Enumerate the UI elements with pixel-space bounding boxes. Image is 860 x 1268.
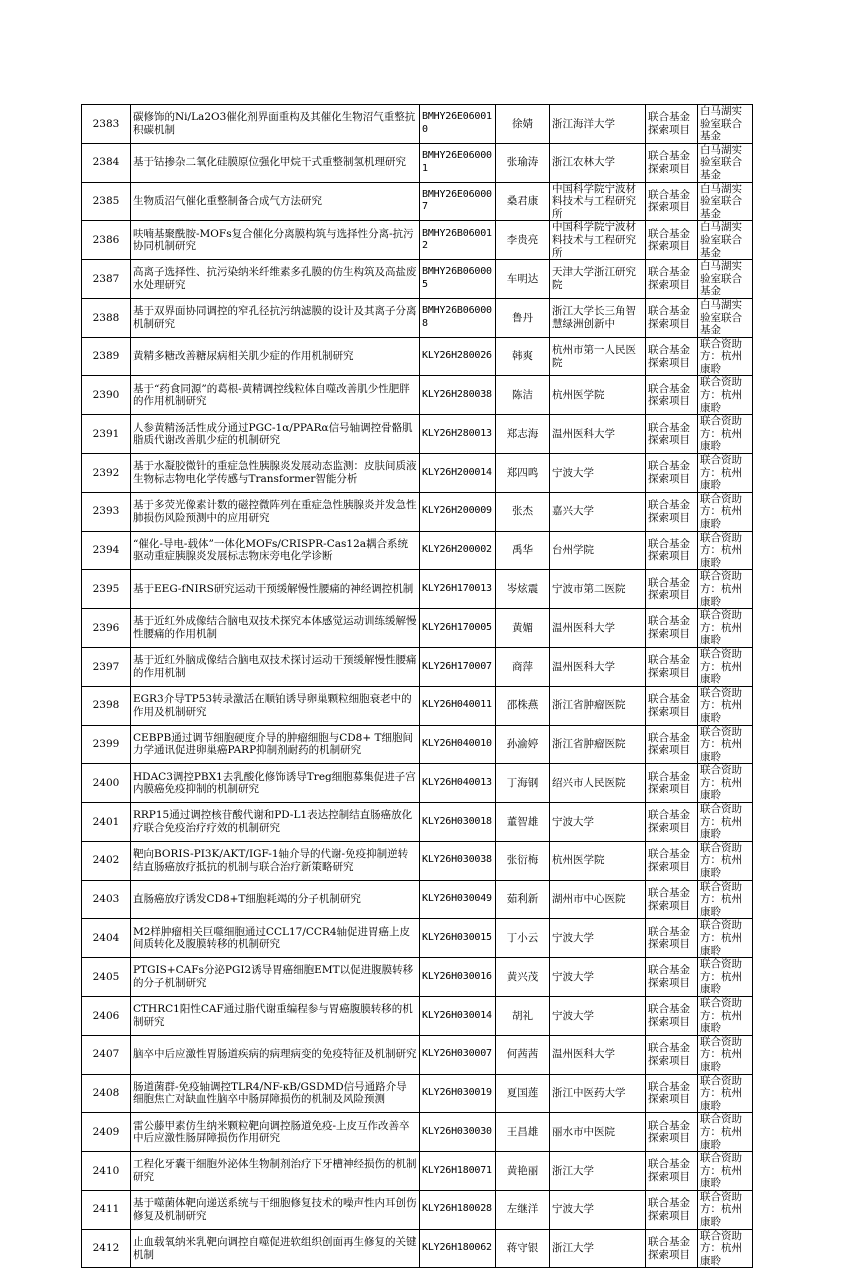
principal-investigator: 陈洁 xyxy=(496,376,550,415)
principal-investigator: 夏国莲 xyxy=(496,1074,550,1113)
project-title: EGR3介导TP53转录激活在顺铂诱导卵巢颗粒细胞衰老中的作用及机制研究 xyxy=(131,686,420,725)
table-row xyxy=(82,182,753,221)
project-title: HDAC3调控PBX1去乳酸化修饰诱导Treg细胞募集促进子宫内膜癌免疫抑制的机制研究 xyxy=(131,764,420,803)
project-type: 联合基金探索项目 xyxy=(646,260,698,299)
table-row xyxy=(82,454,753,493)
funding-source: 联合资助方：杭州康聆 xyxy=(698,531,753,570)
table-row xyxy=(82,841,753,880)
project-type: 联合基金探索项目 xyxy=(646,609,698,648)
project-title: 基于近红外成像结合脑电双技术探究本体感觉运动训练缓解慢性腰痛的作用机制 xyxy=(131,609,420,648)
project-title: M2样肿瘤相关巨噬细胞通过CCL17/CCR4轴促进胃癌上皮间质转化及腹膜转移的机制研究 xyxy=(131,919,420,958)
row-number: 2400 xyxy=(82,764,131,803)
project-type: 联合基金探索项目 xyxy=(646,1035,698,1074)
project-type: 联合基金探索项目 xyxy=(646,803,698,842)
row-number: 2402 xyxy=(82,841,131,880)
table-row xyxy=(82,492,753,531)
row-number: 2410 xyxy=(82,1152,131,1191)
funding-source: 联合资助方：杭州康聆 xyxy=(698,803,753,842)
project-type: 联合基金探索项目 xyxy=(646,764,698,803)
project-type: 联合基金探索项目 xyxy=(646,492,698,531)
table-row xyxy=(82,1113,753,1152)
project-type: 联合基金探索项目 xyxy=(646,1152,698,1191)
funding-source: 联合资助方：杭州康聆 xyxy=(698,1229,753,1268)
institution: 浙江海洋大学 xyxy=(550,105,646,144)
project-code: BMHY26B060012 xyxy=(420,221,496,260)
project-code: KLY26H040011 xyxy=(420,686,496,725)
funding-source: 白马湖实验室联合基金 xyxy=(698,221,753,260)
project-code: KLY26H180071 xyxy=(420,1152,496,1191)
principal-investigator: 黄艳丽 xyxy=(496,1152,550,1191)
project-code: BMHY26E060007 xyxy=(420,182,496,221)
institution: 中国科学院宁波材料技术与工程研究所 xyxy=(550,221,646,260)
project-title: 基于“药食同源”的葛根-黄精调控线粒体自噬改善肌少性肥胖的作用机制研究 xyxy=(131,376,420,415)
funding-source: 白马湖实验室联合基金 xyxy=(698,182,753,221)
funding-source: 联合资助方：杭州康聆 xyxy=(698,764,753,803)
table-body xyxy=(82,105,753,1268)
institution: 浙江省肿瘤医院 xyxy=(550,725,646,764)
principal-investigator: 郑志海 xyxy=(496,415,550,454)
row-number: 2407 xyxy=(82,1035,131,1074)
project-title: 人参黄精汤活性成分通过PGC-1α/PPARα信号轴调控骨骼肌脂质代谢改善肌少症的机制研究 xyxy=(131,415,420,454)
principal-investigator: 蒋守银 xyxy=(496,1229,550,1268)
row-number: 2388 xyxy=(82,298,131,337)
principal-investigator: 左继洋 xyxy=(496,1190,550,1229)
project-title: 基于多荧光像素计数的磁控微阵列在重症急性胰腺炎并发急性肺损伤风险预测中的应用研究 xyxy=(131,492,420,531)
table-row xyxy=(82,686,753,725)
row-number: 2397 xyxy=(82,647,131,686)
funding-source: 联合资助方：杭州康聆 xyxy=(698,958,753,997)
project-code: KLY26H170005 xyxy=(420,609,496,648)
funding-source: 联合资助方：杭州康聆 xyxy=(698,415,753,454)
project-title: CEBPB通过调节细胞硬度介导的肿瘤细胞与CD8+ T细胞间力学通讯促进卵巢癌PARP抑制剂耐药的机制研究 xyxy=(131,725,420,764)
principal-investigator: 商萍 xyxy=(496,647,550,686)
project-code: KLY26H030007 xyxy=(420,1035,496,1074)
project-title: 基于噬菌体靶向递送系统与干细胞修复技术的噪声性内耳创伤修复及机制研究 xyxy=(131,1190,420,1229)
funding-source: 联合资助方：杭州康聆 xyxy=(698,686,753,725)
funding-source: 白马湖实验室联合基金 xyxy=(698,298,753,337)
table-row xyxy=(82,1074,753,1113)
project-title: 脑卒中后应激性胃肠道疾病的病理病变的免疫特征及机制研究 xyxy=(131,1035,420,1074)
project-title: 基于钴掺杂二氧化硅膜原位强化甲烷干式重整制氢机理研究 xyxy=(131,143,420,182)
table-row xyxy=(82,337,753,376)
project-code: KLY26H030016 xyxy=(420,958,496,997)
table-row xyxy=(82,143,753,182)
institution: 丽水市中医院 xyxy=(550,1113,646,1152)
project-title: 基于EEG-fNIRS研究运动干预缓解慢性腰痛的神经调控机制 xyxy=(131,570,420,609)
project-title: 黄精多糖改善糖尿病相关肌少症的作用机制研究 xyxy=(131,337,420,376)
project-type: 联合基金探索项目 xyxy=(646,958,698,997)
table-row xyxy=(82,1035,753,1074)
project-type: 联合基金探索项目 xyxy=(646,725,698,764)
funding-source: 联合资助方：杭州康聆 xyxy=(698,609,753,648)
row-number: 2392 xyxy=(82,454,131,493)
institution: 绍兴市人民医院 xyxy=(550,764,646,803)
principal-investigator: 徐婧 xyxy=(496,105,550,144)
project-code: KLY26H030049 xyxy=(420,880,496,919)
institution: 杭州医学院 xyxy=(550,841,646,880)
project-title: 碳修饰的Ni/La2O3催化剂界面重构及其催化生物沼气重整抗积碳机制 xyxy=(131,105,420,144)
table-row xyxy=(82,958,753,997)
table-row xyxy=(82,298,753,337)
project-type: 联合基金探索项目 xyxy=(646,996,698,1035)
institution: 宁波大学 xyxy=(550,454,646,493)
funding-source: 联合资助方：杭州康聆 xyxy=(698,1035,753,1074)
row-number: 2408 xyxy=(82,1074,131,1113)
project-table xyxy=(81,104,753,1268)
project-title: 肠道菌群-免疫轴调控TLR4/NF-κB/GSDMD信号通路介导细胞焦亡对缺血性脑卒中肠屏障损伤的机制及风险预测 xyxy=(131,1074,420,1113)
principal-investigator: 董智雄 xyxy=(496,803,550,842)
institution: 杭州医学院 xyxy=(550,376,646,415)
row-number: 2385 xyxy=(82,182,131,221)
principal-investigator: 胡礼 xyxy=(496,996,550,1035)
funding-source: 联合资助方：杭州康聆 xyxy=(698,492,753,531)
principal-investigator: 何茜茜 xyxy=(496,1035,550,1074)
project-title: “催化-导电-载体”一体化MOFs/CRISPR-Cas12a耦合系统驱动重症胰腺炎发展标志物床旁电化学诊断 xyxy=(131,531,420,570)
funding-source: 联合资助方：杭州康聆 xyxy=(698,1074,753,1113)
funding-source: 白马湖实验室联合基金 xyxy=(698,260,753,299)
project-title: 呋喃基聚酰胺-MOFs复合催化分离膜构筑与选择性分离-抗污协同机制研究 xyxy=(131,221,420,260)
funding-source: 联合资助方：杭州康聆 xyxy=(698,570,753,609)
principal-investigator: 邵株燕 xyxy=(496,686,550,725)
project-title: CTHRC1阳性CAF通过脂代谢重编程参与胃癌腹膜转移的机制研究 xyxy=(131,996,420,1035)
funding-source: 联合资助方：杭州康聆 xyxy=(698,376,753,415)
project-title: 基于水凝胶微针的重症急性胰腺炎发展动态监测：皮肤间质液生物标志物电化学传感与Transformer智能分析 xyxy=(131,454,420,493)
principal-investigator: 茹利新 xyxy=(496,880,550,919)
project-code: KLY26H170007 xyxy=(420,647,496,686)
row-number: 2401 xyxy=(82,803,131,842)
project-code: KLY26H030015 xyxy=(420,919,496,958)
project-code: KLY26H280026 xyxy=(420,337,496,376)
project-type: 联合基金探索项目 xyxy=(646,298,698,337)
principal-investigator: 丁小云 xyxy=(496,919,550,958)
project-code: KLY26H040013 xyxy=(420,764,496,803)
row-number: 2396 xyxy=(82,609,131,648)
principal-investigator: 车明达 xyxy=(496,260,550,299)
table-row xyxy=(82,531,753,570)
row-number: 2386 xyxy=(82,221,131,260)
project-type: 联合基金探索项目 xyxy=(646,105,698,144)
project-title: 止血载氧纳米乳靶向调控自噬促进软组织创面再生修复的关键机制 xyxy=(131,1229,420,1268)
principal-investigator: 禹华 xyxy=(496,531,550,570)
row-number: 2411 xyxy=(82,1190,131,1229)
row-number: 2412 xyxy=(82,1229,131,1268)
project-code: KLY26H180028 xyxy=(420,1190,496,1229)
table-row xyxy=(82,1152,753,1191)
institution: 宁波大学 xyxy=(550,958,646,997)
project-type: 联合基金探索项目 xyxy=(646,182,698,221)
project-type: 联合基金探索项目 xyxy=(646,337,698,376)
institution: 浙江大学 xyxy=(550,1152,646,1191)
principal-investigator: 李贵亮 xyxy=(496,221,550,260)
institution: 湖州市中心医院 xyxy=(550,880,646,919)
row-number: 2404 xyxy=(82,919,131,958)
project-title: RRP15通过调控核苷酸代谢和PD-L1表达控制结直肠癌放化疗联合免疫治疗疗效的机制研究 xyxy=(131,803,420,842)
institution: 温州医科大学 xyxy=(550,609,646,648)
project-type: 联合基金探索项目 xyxy=(646,880,698,919)
project-title: 基于双界面协同调控的窄孔径抗污纳滤膜的设计及其离子分离机制研究 xyxy=(131,298,420,337)
funding-source: 联合资助方：杭州康聆 xyxy=(698,880,753,919)
table-row xyxy=(82,260,753,299)
institution: 宁波大学 xyxy=(550,996,646,1035)
row-number: 2390 xyxy=(82,376,131,415)
row-number: 2387 xyxy=(82,260,131,299)
project-code: KLY26H040010 xyxy=(420,725,496,764)
funding-source: 联合资助方：杭州康聆 xyxy=(698,919,753,958)
row-number: 2409 xyxy=(82,1113,131,1152)
row-number: 2403 xyxy=(82,880,131,919)
project-type: 联合基金探索项目 xyxy=(646,841,698,880)
funding-source: 联合资助方：杭州康聆 xyxy=(698,1152,753,1191)
project-type: 联合基金探索项目 xyxy=(646,1190,698,1229)
institution: 浙江大学长三角智慧绿洲创新中 xyxy=(550,298,646,337)
project-code: KLY26H280013 xyxy=(420,415,496,454)
table-row xyxy=(82,647,753,686)
institution: 台州学院 xyxy=(550,531,646,570)
funding-source: 联合资助方：杭州康聆 xyxy=(698,1113,753,1152)
principal-investigator: 张杰 xyxy=(496,492,550,531)
institution: 温州医科大学 xyxy=(550,415,646,454)
project-code: KLY26H030038 xyxy=(420,841,496,880)
institution: 温州医科大学 xyxy=(550,1035,646,1074)
table-row xyxy=(82,376,753,415)
institution: 嘉兴大学 xyxy=(550,492,646,531)
project-code: KLY26H200002 xyxy=(420,531,496,570)
table-row xyxy=(82,415,753,454)
row-number: 2393 xyxy=(82,492,131,531)
funding-source: 白马湖实验室联合基金 xyxy=(698,105,753,144)
project-title: 靶向BORIS-PI3K/AKT/IGF-1轴介导的代谢-免疫抑制逆转结直肠癌放疗抵抗的机制与联合治疗新策略研究 xyxy=(131,841,420,880)
institution: 宁波大学 xyxy=(550,803,646,842)
project-code: KLY26H030019 xyxy=(420,1074,496,1113)
principal-investigator: 张瑜涛 xyxy=(496,143,550,182)
row-number: 2399 xyxy=(82,725,131,764)
project-title: 雷公藤甲素仿生纳米颗粒靶向调控肠道免疫-上皮互作改善卒中后应激性肠屏障损伤作用研究 xyxy=(131,1113,420,1152)
institution: 宁波大学 xyxy=(550,919,646,958)
funding-source: 白马湖实验室联合基金 xyxy=(698,143,753,182)
principal-investigator: 鲁丹 xyxy=(496,298,550,337)
project-code: BMHY26E060001 xyxy=(420,143,496,182)
project-type: 联合基金探索项目 xyxy=(646,686,698,725)
project-code: KLY26H180062 xyxy=(420,1229,496,1268)
project-code: KLY26H170013 xyxy=(420,570,496,609)
principal-investigator: 郑四鸣 xyxy=(496,454,550,493)
project-code: KLY26H200014 xyxy=(420,454,496,493)
institution: 温州医科大学 xyxy=(550,647,646,686)
principal-investigator: 岑炫震 xyxy=(496,570,550,609)
table-row xyxy=(82,1229,753,1268)
institution: 浙江大学 xyxy=(550,1229,646,1268)
principal-investigator: 桑君康 xyxy=(496,182,550,221)
institution: 天津大学浙江研究院 xyxy=(550,260,646,299)
row-number: 2405 xyxy=(82,958,131,997)
funding-source: 联合资助方：杭州康聆 xyxy=(698,1190,753,1229)
table-row xyxy=(82,996,753,1035)
project-type: 联合基金探索项目 xyxy=(646,376,698,415)
institution: 浙江省肿瘤医院 xyxy=(550,686,646,725)
row-number: 2383 xyxy=(82,105,131,144)
principal-investigator: 丁海钢 xyxy=(496,764,550,803)
project-title: 高离子选择性、抗污染纳米纤维素多孔膜的仿生构筑及高盐废水处理研究 xyxy=(131,260,420,299)
funding-source: 联合资助方：杭州康聆 xyxy=(698,725,753,764)
row-number: 2398 xyxy=(82,686,131,725)
project-type: 联合基金探索项目 xyxy=(646,919,698,958)
table-row xyxy=(82,725,753,764)
project-code: KLY26H200009 xyxy=(420,492,496,531)
table-row xyxy=(82,570,753,609)
project-type: 联合基金探索项目 xyxy=(646,1229,698,1268)
table-row xyxy=(82,1190,753,1229)
funding-source: 联合资助方：杭州康聆 xyxy=(698,454,753,493)
project-type: 联合基金探索项目 xyxy=(646,1074,698,1113)
row-number: 2391 xyxy=(82,415,131,454)
project-type: 联合基金探索项目 xyxy=(646,531,698,570)
project-code: BMHY26B060008 xyxy=(420,298,496,337)
table-row xyxy=(82,880,753,919)
project-type: 联合基金探索项目 xyxy=(646,647,698,686)
project-code: BMHY26E060010 xyxy=(420,105,496,144)
project-title: 直肠癌放疗诱发CD8+T细胞耗竭的分子机制研究 xyxy=(131,880,420,919)
institution: 浙江中医药大学 xyxy=(550,1074,646,1113)
institution: 宁波市第二医院 xyxy=(550,570,646,609)
table-row xyxy=(82,105,753,144)
funding-source: 联合资助方：杭州康聆 xyxy=(698,647,753,686)
funding-source: 联合资助方：杭州康聆 xyxy=(698,337,753,376)
row-number: 2384 xyxy=(82,143,131,182)
institution: 中国科学院宁波材料技术与工程研究所 xyxy=(550,182,646,221)
table-row xyxy=(82,919,753,958)
principal-investigator: 黄媚 xyxy=(496,609,550,648)
row-number: 2395 xyxy=(82,570,131,609)
project-code: KLY26H280038 xyxy=(420,376,496,415)
table-row xyxy=(82,221,753,260)
project-type: 联合基金探索项目 xyxy=(646,221,698,260)
project-title: PTGIS+CAFs分泌PGI2诱导胃癌细胞EMT以促进腹膜转移的分子机制研究 xyxy=(131,958,420,997)
principal-investigator: 韩爽 xyxy=(496,337,550,376)
project-type: 联合基金探索项目 xyxy=(646,1113,698,1152)
institution: 杭州市第一人民医院 xyxy=(550,337,646,376)
table-row xyxy=(82,764,753,803)
principal-investigator: 王昌雄 xyxy=(496,1113,550,1152)
institution: 浙江农林大学 xyxy=(550,143,646,182)
principal-investigator: 张衍梅 xyxy=(496,841,550,880)
project-code: KLY26H030030 xyxy=(420,1113,496,1152)
project-type: 联合基金探索项目 xyxy=(646,570,698,609)
project-code: KLY26H030014 xyxy=(420,996,496,1035)
table-row xyxy=(82,803,753,842)
row-number: 2389 xyxy=(82,337,131,376)
project-type: 联合基金探索项目 xyxy=(646,415,698,454)
project-type: 联合基金探索项目 xyxy=(646,143,698,182)
row-number: 2406 xyxy=(82,996,131,1035)
project-code: KLY26H030018 xyxy=(420,803,496,842)
table-row xyxy=(82,609,753,648)
project-title: 工程化牙囊干细胞外泌体生物制剂治疗下牙槽神经损伤的机制研究 xyxy=(131,1152,420,1191)
funding-source: 联合资助方：杭州康聆 xyxy=(698,841,753,880)
funding-source: 联合资助方：杭州康聆 xyxy=(698,996,753,1035)
project-title: 生物质沼气催化重整制备合成气方法研究 xyxy=(131,182,420,221)
project-code: BMHY26B060005 xyxy=(420,260,496,299)
project-title: 基于近红外脑成像结合脑电双技术探讨运动干预缓解慢性腰痛的作用机制 xyxy=(131,647,420,686)
principal-investigator: 黄兴茂 xyxy=(496,958,550,997)
principal-investigator: 孙渝婷 xyxy=(496,725,550,764)
row-number: 2394 xyxy=(82,531,131,570)
institution: 宁波大学 xyxy=(550,1190,646,1229)
project-type: 联合基金探索项目 xyxy=(646,454,698,493)
